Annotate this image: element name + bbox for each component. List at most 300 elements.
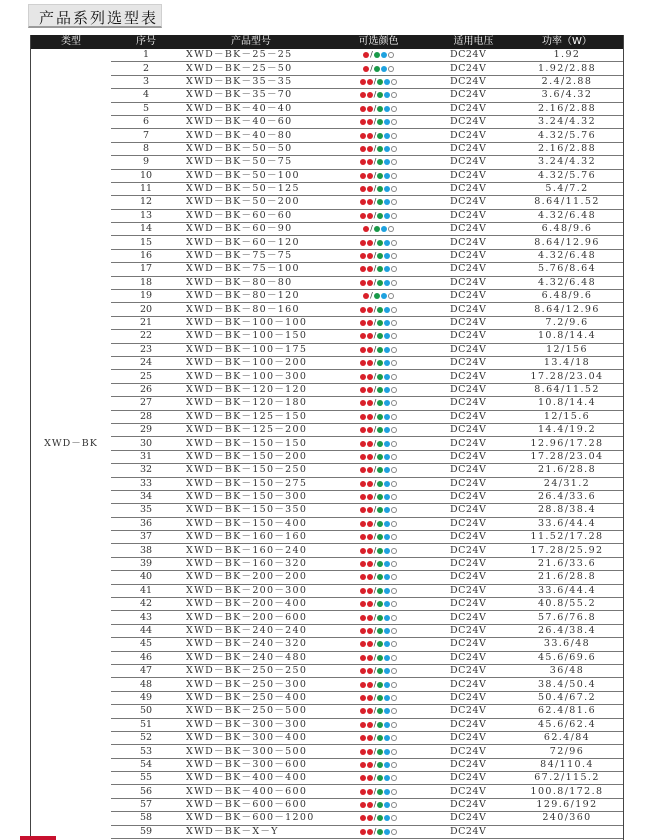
table-row: [31, 464, 623, 477]
red-dot-icon: [367, 414, 373, 420]
color-options: [359, 679, 398, 691]
model-cell: XWD－BK－X－Y: [181, 825, 321, 838]
seq-cell: 52: [111, 731, 181, 744]
seq-cell: 29: [111, 423, 181, 436]
power-cell: 21.6/28.8: [511, 464, 623, 477]
power-cell: 2.16/2.88: [511, 142, 623, 155]
blue-dot-icon: [384, 387, 390, 393]
colors-cell: [321, 223, 436, 236]
colors-cell: [321, 370, 436, 383]
blue-dot-icon: [384, 441, 390, 447]
colors-cell: [321, 758, 436, 771]
power-cell: 62.4/84: [511, 731, 623, 744]
color-options: [359, 585, 398, 597]
voltage-cell: DC24V: [436, 611, 511, 624]
slash-separator: /: [373, 746, 377, 756]
colors-cell: [321, 531, 436, 544]
blue-dot-icon: [384, 762, 390, 768]
slash-separator: /: [373, 197, 377, 207]
voltage-cell: DC24V: [436, 397, 511, 410]
blue-dot-icon: [384, 106, 390, 112]
white-dot-icon: [391, 507, 397, 513]
colors-cell: [321, 89, 436, 102]
green-dot-icon: [377, 360, 383, 366]
white-dot-icon: [391, 467, 397, 473]
white-dot-icon: [391, 695, 397, 701]
blue-dot-icon: [384, 574, 390, 580]
blue-dot-icon: [384, 253, 390, 259]
blue-dot-icon: [384, 360, 390, 366]
table-row: [31, 249, 623, 262]
slash-separator: /: [373, 572, 377, 582]
red-dot-icon: [360, 467, 366, 473]
model-cell: XWD－BK－240－480: [181, 651, 321, 664]
slash-separator: /: [373, 612, 377, 622]
green-dot-icon: [377, 186, 383, 192]
slash-separator: /: [373, 773, 377, 783]
voltage-cell: DC24V: [436, 758, 511, 771]
white-dot-icon: [391, 548, 397, 554]
white-dot-icon: [391, 173, 397, 179]
power-cell: 4.32/6.48: [511, 249, 623, 262]
voltage-cell: DC24V: [436, 209, 511, 222]
seq-cell: 31: [111, 450, 181, 463]
colors-cell: [321, 571, 436, 584]
voltage-cell: DC24V: [436, 745, 511, 758]
red-dot-icon: [360, 199, 366, 205]
seq-cell: 27: [111, 397, 181, 410]
seq-cell: 15: [111, 236, 181, 249]
model-cell: XWD－BK－150－400: [181, 517, 321, 530]
table-row: [31, 825, 623, 838]
color-options: [359, 746, 398, 758]
green-dot-icon: [377, 601, 383, 607]
colors-cell: [321, 303, 436, 316]
red-dot-icon: [360, 387, 366, 393]
red-dot-icon: [367, 133, 373, 139]
model-cell: XWD－BK－50－200: [181, 196, 321, 209]
green-dot-icon: [377, 387, 383, 393]
seq-cell: 8: [111, 142, 181, 155]
power-cell: 45.6/62.4: [511, 718, 623, 731]
red-dot-icon: [360, 641, 366, 647]
red-dot-icon: [360, 333, 366, 339]
power-cell: 57.6/76.8: [511, 611, 623, 624]
color-options: [359, 250, 398, 262]
voltage-cell: DC24V: [436, 142, 511, 155]
red-dot-icon: [367, 601, 373, 607]
table-row: [31, 531, 623, 544]
table-row: [31, 450, 623, 463]
power-cell: 3.24/4.32: [511, 156, 623, 169]
voltage-cell: DC24V: [436, 464, 511, 477]
blue-dot-icon: [384, 280, 390, 286]
green-dot-icon: [377, 347, 383, 353]
red-dot-icon: [360, 253, 366, 259]
green-dot-icon: [377, 320, 383, 326]
slash-separator: /: [373, 371, 377, 381]
green-dot-icon: [377, 668, 383, 674]
power-cell: 21.6/28.8: [511, 571, 623, 584]
model-cell: XWD－BK－40－80: [181, 129, 321, 142]
green-dot-icon: [377, 481, 383, 487]
power-cell: 2.4/2.88: [511, 75, 623, 88]
red-dot-icon: [367, 333, 373, 339]
voltage-cell: DC24V: [436, 598, 511, 611]
model-cell: XWD－BK－200－400: [181, 598, 321, 611]
slash-separator: /: [373, 465, 377, 475]
seq-cell: 13: [111, 209, 181, 222]
red-dot-icon: [367, 199, 373, 205]
red-dot-icon: [360, 588, 366, 594]
red-dot-icon: [367, 280, 373, 286]
white-dot-icon: [391, 79, 397, 85]
power-cell: 33.6/48: [511, 638, 623, 651]
model-cell: XWD－BK－150－150: [181, 437, 321, 450]
red-dot-icon: [360, 427, 366, 433]
green-dot-icon: [377, 280, 383, 286]
table-row: [31, 584, 623, 597]
red-dot-icon: [360, 374, 366, 380]
red-dot-icon: [360, 146, 366, 152]
red-dot-icon: [360, 775, 366, 781]
red-dot-icon: [360, 534, 366, 540]
green-dot-icon: [377, 682, 383, 688]
voltage-cell: DC24V: [436, 290, 511, 303]
green-dot-icon: [377, 521, 383, 527]
blue-dot-icon: [381, 52, 387, 58]
seq-cell: 43: [111, 611, 181, 624]
color-options: [359, 237, 398, 249]
voltage-cell: DC24V: [436, 115, 511, 128]
color-options: [359, 812, 398, 824]
slash-separator: /: [373, 398, 377, 408]
selection-sheet: [30, 35, 624, 840]
red-dot-icon: [367, 682, 373, 688]
power-cell: 67.2/115.2: [511, 772, 623, 785]
model-cell: XWD－BK－300－500: [181, 745, 321, 758]
table-row: [31, 504, 623, 517]
blue-dot-icon: [384, 133, 390, 139]
slash-separator: /: [373, 184, 377, 194]
red-dot-icon: [360, 682, 366, 688]
white-dot-icon: [391, 199, 397, 205]
seq-cell: 56: [111, 785, 181, 798]
power-cell: 38.4/50.4: [511, 678, 623, 691]
slash-separator: /: [373, 264, 377, 274]
color-options: [363, 49, 395, 61]
table-row: [31, 745, 623, 758]
green-dot-icon: [377, 615, 383, 621]
header-type: 类型: [31, 35, 111, 49]
white-dot-icon: [391, 186, 397, 192]
color-options: [359, 692, 398, 704]
table-row: [31, 223, 623, 236]
red-dot-icon: [360, 574, 366, 580]
model-cell: XWD－BK－250－400: [181, 691, 321, 704]
color-options: [359, 518, 398, 530]
seq-cell: 37: [111, 531, 181, 544]
seq-cell: 4: [111, 89, 181, 102]
voltage-cell: DC24V: [436, 276, 511, 289]
white-dot-icon: [391, 280, 397, 286]
red-dot-icon: [367, 628, 373, 634]
colors-cell: [321, 383, 436, 396]
slash-separator: /: [373, 76, 377, 86]
seq-cell: 2: [111, 62, 181, 75]
slash-separator: /: [370, 224, 373, 234]
red-dot-icon: [363, 52, 369, 58]
blue-dot-icon: [384, 695, 390, 701]
table-row: [31, 678, 623, 691]
slash-separator: /: [373, 237, 377, 247]
color-options: [359, 558, 398, 570]
power-cell: 6.48/9.6: [511, 290, 623, 303]
colors-cell: [321, 664, 436, 677]
power-cell: 1.92/2.88: [511, 62, 623, 75]
blue-dot-icon: [384, 668, 390, 674]
color-options: [359, 705, 398, 717]
table-row: [31, 343, 623, 356]
model-cell: XWD－BK－250－500: [181, 705, 321, 718]
table-row: [31, 142, 623, 155]
power-cell: 12.96/17.28: [511, 437, 623, 450]
slash-separator: /: [373, 277, 377, 287]
color-options: [359, 504, 398, 516]
red-dot-icon: [367, 494, 373, 500]
model-cell: XWD－BK－60－90: [181, 223, 321, 236]
voltage-cell: DC24V: [436, 544, 511, 557]
model-cell: XWD－BK－120－180: [181, 397, 321, 410]
table-row: [31, 62, 623, 75]
colors-cell: [321, 290, 436, 303]
power-cell: 40.8/55.2: [511, 598, 623, 611]
blue-dot-icon: [384, 79, 390, 85]
colors-cell: [321, 356, 436, 369]
voltage-cell: DC24V: [436, 343, 511, 356]
seq-cell: 24: [111, 356, 181, 369]
slash-separator: /: [373, 358, 377, 368]
model-cell: XWD－BK－25－25: [181, 49, 321, 62]
slash-separator: /: [373, 157, 377, 167]
table-row: [31, 651, 623, 664]
header-power: 功率（W）: [511, 35, 623, 49]
seq-cell: 57: [111, 798, 181, 811]
colors-cell: [321, 731, 436, 744]
red-dot-icon: [367, 829, 373, 835]
model-cell: XWD－BK－125－200: [181, 423, 321, 436]
slash-separator: /: [373, 759, 377, 769]
seq-cell: 6: [111, 115, 181, 128]
colors-cell: [321, 825, 436, 838]
colors-cell: [321, 477, 436, 490]
green-dot-icon: [377, 266, 383, 272]
blue-dot-icon: [384, 494, 390, 500]
white-dot-icon: [391, 749, 397, 755]
colors-cell: [321, 209, 436, 222]
table-row: [31, 477, 623, 490]
blue-dot-icon: [384, 481, 390, 487]
seq-cell: 44: [111, 624, 181, 637]
red-dot-icon: [360, 668, 366, 674]
red-dot-icon: [360, 481, 366, 487]
white-dot-icon: [391, 481, 397, 487]
power-cell: 1.92: [511, 49, 623, 62]
color-options: [359, 330, 398, 342]
color-options: [359, 76, 398, 88]
color-options: [359, 424, 398, 436]
red-dot-icon: [367, 320, 373, 326]
seq-cell: 25: [111, 370, 181, 383]
slash-separator: /: [370, 63, 373, 73]
green-dot-icon: [377, 146, 383, 152]
slash-separator: /: [373, 826, 377, 836]
green-dot-icon: [377, 213, 383, 219]
power-cell: 4.32/6.48: [511, 276, 623, 289]
red-dot-icon: [360, 92, 366, 98]
power-cell: [511, 825, 623, 838]
blue-dot-icon: [384, 347, 390, 353]
model-cell: XWD－BK－35－35: [181, 75, 321, 88]
slash-separator: /: [373, 478, 377, 488]
blue-dot-icon: [384, 173, 390, 179]
color-options: [359, 397, 398, 409]
blue-dot-icon: [384, 427, 390, 433]
red-dot-icon: [367, 374, 373, 380]
power-cell: 100.8/172.8: [511, 785, 623, 798]
color-options: [359, 438, 398, 450]
red-dot-icon: [367, 615, 373, 621]
slash-separator: /: [373, 733, 377, 743]
colors-cell: [321, 75, 436, 88]
slash-separator: /: [373, 545, 377, 555]
color-options: [359, 464, 398, 476]
green-dot-icon: [377, 106, 383, 112]
blue-dot-icon: [384, 802, 390, 808]
white-dot-icon: [391, 307, 397, 313]
seq-cell: 41: [111, 584, 181, 597]
white-dot-icon: [391, 762, 397, 768]
colors-cell: [321, 196, 436, 209]
red-dot-icon: [367, 92, 373, 98]
red-dot-icon: [360, 789, 366, 795]
red-dot-icon: [367, 588, 373, 594]
red-dot-icon: [367, 722, 373, 728]
voltage-cell: DC24V: [436, 437, 511, 450]
color-options: [359, 277, 398, 289]
colors-cell: [321, 490, 436, 503]
seq-cell: 58: [111, 812, 181, 825]
model-cell: XWD－BK－50－50: [181, 142, 321, 155]
color-options: [359, 826, 398, 838]
blue-dot-icon: [384, 507, 390, 513]
model-cell: XWD－BK－100－100: [181, 316, 321, 329]
color-options: [359, 799, 398, 811]
seq-cell: 48: [111, 678, 181, 691]
white-dot-icon: [391, 320, 397, 326]
table-row: [31, 383, 623, 396]
white-dot-icon: [391, 240, 397, 246]
red-dot-icon: [367, 467, 373, 473]
slash-separator: /: [373, 251, 377, 261]
color-options: [359, 491, 398, 503]
seq-cell: 49: [111, 691, 181, 704]
color-options: [359, 344, 398, 356]
colors-cell: [321, 316, 436, 329]
red-dot-icon: [360, 561, 366, 567]
power-cell: 14.4/19.2: [511, 423, 623, 436]
red-dot-icon: [367, 641, 373, 647]
colors-cell: [321, 718, 436, 731]
table-body: [31, 49, 623, 839]
voltage-cell: DC24V: [436, 236, 511, 249]
green-dot-icon: [377, 467, 383, 473]
colors-cell: [321, 115, 436, 128]
colors-cell: [321, 169, 436, 182]
table-row: [31, 410, 623, 423]
seq-cell: 16: [111, 249, 181, 262]
voltage-cell: DC24V: [436, 638, 511, 651]
green-dot-icon: [377, 628, 383, 634]
color-options: [359, 263, 398, 275]
red-dot-icon: [367, 441, 373, 447]
colors-cell: [321, 691, 436, 704]
slash-separator: /: [373, 786, 377, 796]
table-row: [31, 169, 623, 182]
red-dot-icon: [360, 762, 366, 768]
color-options: [359, 612, 398, 624]
voltage-cell: DC24V: [436, 49, 511, 62]
red-dot-icon: [360, 400, 366, 406]
color-options: [359, 772, 398, 784]
seq-cell: 33: [111, 477, 181, 490]
title-tab: [28, 4, 162, 28]
voltage-cell: DC24V: [436, 450, 511, 463]
blue-dot-icon: [384, 682, 390, 688]
table-row: [31, 89, 623, 102]
green-dot-icon: [377, 333, 383, 339]
model-cell: XWD－BK－300－400: [181, 731, 321, 744]
table-row: [31, 544, 623, 557]
white-dot-icon: [391, 427, 397, 433]
voltage-cell: DC24V: [436, 705, 511, 718]
model-cell: XWD－BK－80－160: [181, 303, 321, 316]
red-dot-icon: [363, 293, 369, 299]
white-dot-icon: [391, 253, 397, 259]
red-dot-icon: [360, 815, 366, 821]
color-options: [359, 384, 398, 396]
table-row: [31, 490, 623, 503]
green-dot-icon: [377, 775, 383, 781]
colors-cell: [321, 544, 436, 557]
colors-cell: [321, 49, 436, 62]
power-cell: 21.6/33.6: [511, 557, 623, 570]
green-dot-icon: [377, 441, 383, 447]
color-options: [359, 116, 398, 128]
voltage-cell: DC24V: [436, 330, 511, 343]
power-cell: 12/15.6: [511, 410, 623, 423]
blue-dot-icon: [384, 588, 390, 594]
blue-dot-icon: [384, 333, 390, 339]
white-dot-icon: [391, 735, 397, 741]
colors-cell: [321, 745, 436, 758]
colors-cell: [321, 464, 436, 477]
model-cell: XWD－BK－600－600: [181, 798, 321, 811]
red-dot-icon: [360, 708, 366, 714]
slash-separator: /: [373, 492, 377, 502]
voltage-cell: DC24V: [436, 490, 511, 503]
red-dot-icon: [367, 186, 373, 192]
